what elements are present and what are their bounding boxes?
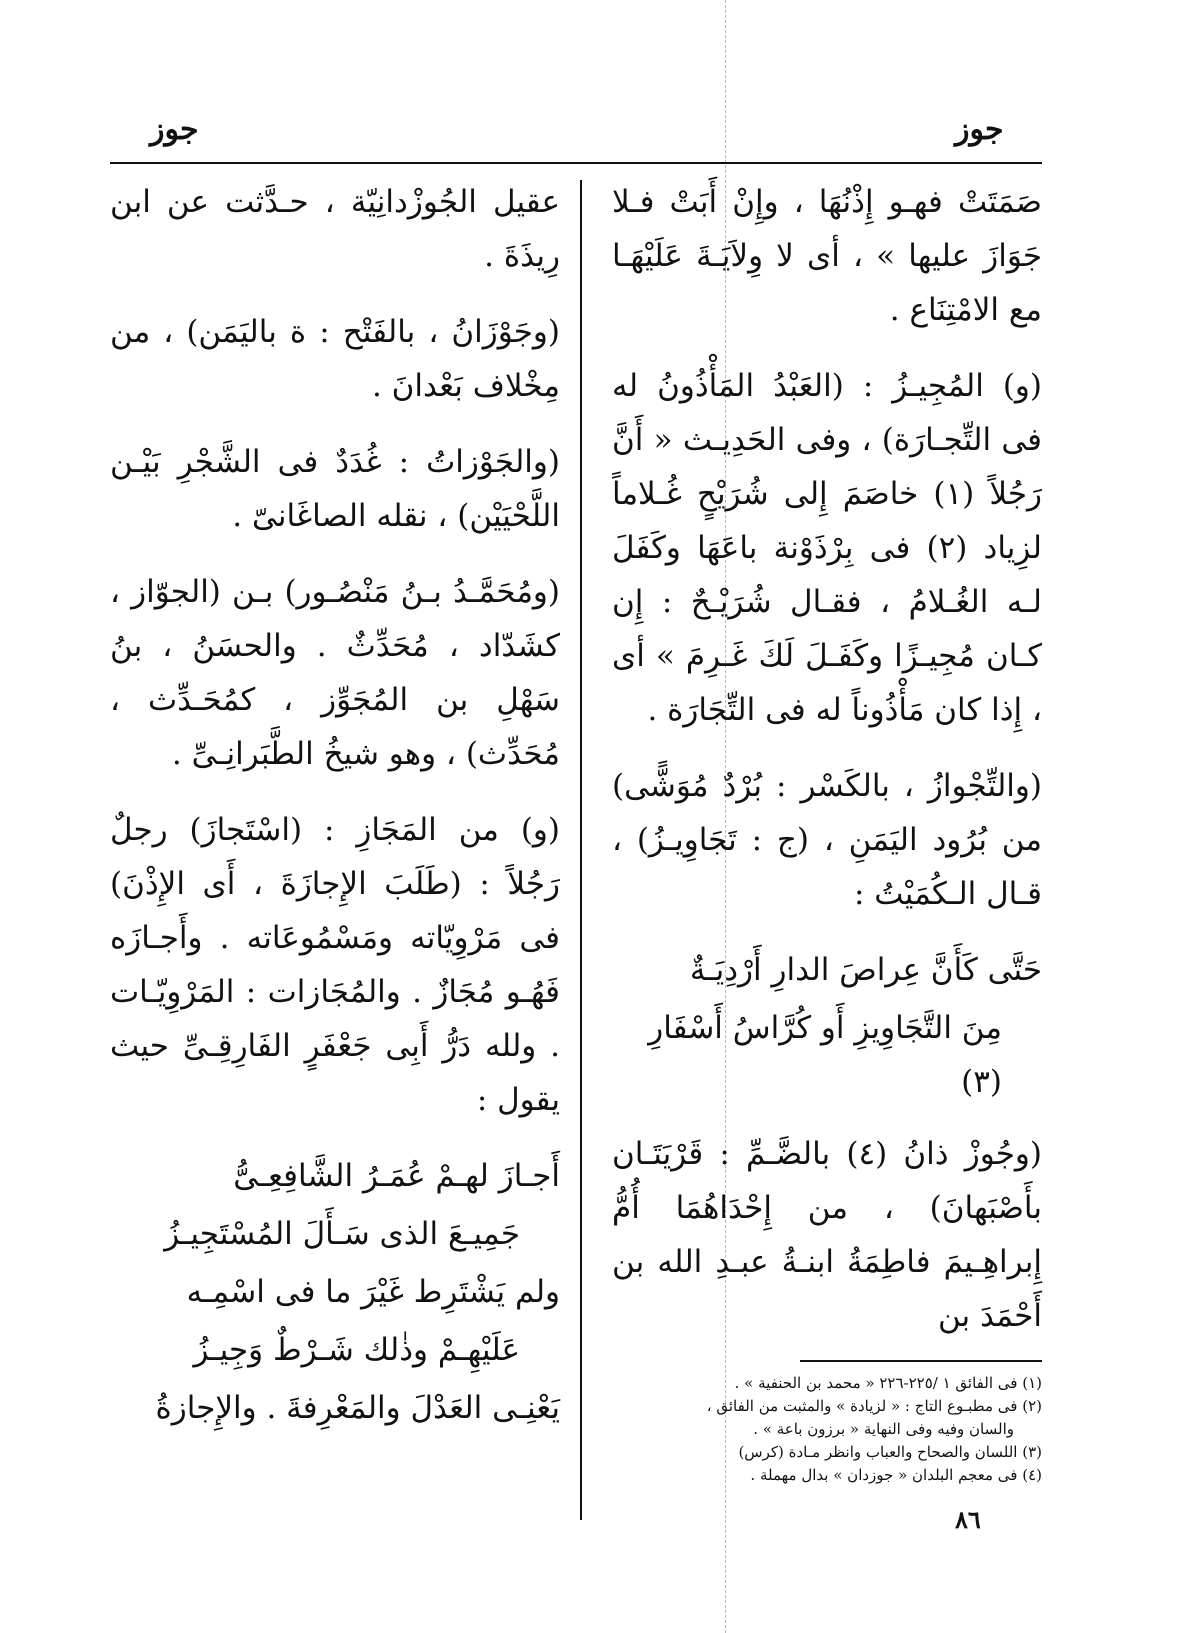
paragraph: عقيل الجُوزْدانِيّة ، حـدَّثت عن ابن رِيذَةَ . bbox=[110, 184, 560, 274]
running-header-right: جوز bbox=[955, 112, 1004, 147]
verse-line: أَجـازَ لهـمْ عُمَـرُ الشَّافِعِـىُّ bbox=[233, 1158, 560, 1194]
column-divider bbox=[580, 180, 582, 1520]
footnote: (١) فى الفائق ١ /٢٢٥-٢٢٦ « محمد بن الحنفية » . bbox=[734, 1374, 1042, 1392]
page-number: ٨٦ bbox=[955, 1505, 981, 1534]
footnote: (٣) اللسان والصحاح والعباب وانظر مـادة (كرس) bbox=[738, 1443, 1042, 1461]
paragraph: (والجَوْزاتُ : غُدَدٌ فى الشَّجْرِ بَيْـن اللَّحْيَيْن) ، نقله الصاغَانىّ . bbox=[110, 444, 560, 534]
paragraph: (ومُحَمَّـدُ بـنُ مَنْصُـور) بـن (الجوّاز ، كشَدّاد ، مُحَدِّثٌ . والحسَنُ ، بنُ سَهْلِ بن المُجَوِّز ، كمُحَـدِّث ، مُحَدِّث) ، وهو شيخُ الطَّبَرانِـىِّ . bbox=[110, 574, 560, 772]
verse-line: حَتَّى كَأَنَّ عِراصَ الدارِ أَرْدِيَـةٌ bbox=[689, 952, 1042, 988]
footnote-continuation: والسان وفيه وفى النهاية « برزون باعة » . bbox=[753, 1420, 1014, 1438]
verse-line: جَمِيـعَ الذى سَـأَلَ المُسْتَجِيـزُ bbox=[164, 1216, 520, 1252]
footnote: (٤) فى معجم البلدان « جوزدان » بدال مهملة . bbox=[750, 1466, 1042, 1484]
verse-line: ولم يَشْتَرِط غَيْرَ ما فى اسْمِـه bbox=[186, 1274, 560, 1310]
paragraph: (والتِّجْوازُ ، بالكَسْر : بُرْدٌ مُوَشًّى) من بُرُود اليَمَنِ ، (ج : تَجَاوِيـزُ) ، قـال الـكُمَيْتُ : bbox=[612, 768, 1042, 912]
header-rule bbox=[110, 162, 1042, 164]
footnote-rule bbox=[800, 1360, 1042, 1362]
verse-line: مِنَ التَّجَاوِيزِ أَو كُرَّاسُ أَسْفَارِ (٣) bbox=[648, 1010, 1002, 1100]
paragraph: (وجُوزْ ذانُ (٤) بالضَّـمِّ : قَرْيَتَـان بأَصْبَهانَ) ، من إِحْدَاهُمَا أُمُّ إِبراهِـيمَ فاطِمَةُ ابنـةُ عبـدِ الله بن أَحْمَدَ بن bbox=[612, 1136, 1042, 1334]
footnote: (٢) فى مطبـوع التاج : « لزيادة » والمثبت من الفائق ، bbox=[706, 1397, 1042, 1415]
paragraph: يَعْنِـى العَدْلَ والمَعْرِفةَ . والإِجازةُ bbox=[155, 1390, 560, 1426]
left-column bbox=[110, 175, 560, 1457]
right-column bbox=[612, 175, 1042, 1365]
verse-line: عَلَيْهِـمْ وذٰلك شَـرْطٌ وَجِيـزُ bbox=[193, 1332, 520, 1368]
paragraph: (وجَوْزَانُ ، بالفَتْح : ة باليَمَن) ، من مِخْلاف بَعْدانَ . bbox=[110, 314, 560, 404]
paragraph: (و) المُجِيـزُ : (العَبْدُ المَأْذُونُ له فى التِّجـارَة) ، وفى الحَدِيـث « أَنَّ رَجُلاً (١) خاصَمَ إِلى شُرَيْحٍ غُـلاماً لزِياد (٢) فى بِرْذَوْنة باعَهَا وكَفَلَ لـه الغُـلامُ ، فقـال شُرَيْـحٌ : إِن كـان مُجِيـزًا وكَفَـلَ لَكَ غَـرِمَ » أى ، إِذا كان مَأْذُوناً له فى التِّجَارَة . bbox=[612, 368, 1042, 728]
running-header-left: جوز bbox=[150, 112, 199, 147]
footnotes bbox=[640, 1372, 1042, 1487]
paragraph: (و) من المَجَازِ : (اسْتَجازَ) رجلٌ رَجُلاً : (طَلَبَ الإِجازَةَ ، أَى الإِذْنَ) فى مَرْوِيّاته ومَسْمُوعَاته . وأَجـازَه فَهُـو مُجَازٌ . والمُجَازات : المَرْوِيّـات . ولله دَرُّ أَبِى جَعْفَرٍ الفَارِقِـىِّ حيث يقول : bbox=[110, 812, 560, 1118]
paragraph: صَمَتَتْ فهـو إِذْنُهَا ، وإِنْ أَبَتْ فـلا جَوَازَ عليها » ، أى لا وِلاَيَـةَ عَلَيْهَـا مع الامْتِنَاع . bbox=[612, 184, 1042, 328]
